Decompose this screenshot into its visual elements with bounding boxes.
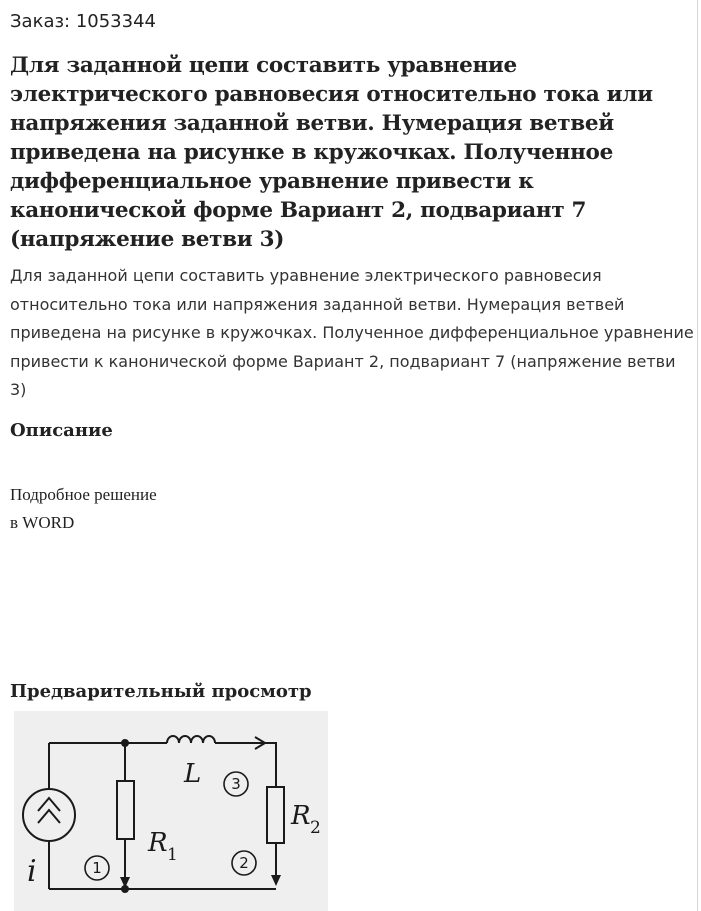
label-l: L [184, 759, 202, 789]
order-number: Заказ: 1053344 [10, 11, 156, 32]
solution-details [10, 481, 157, 537]
preview-image[interactable] [14, 711, 328, 911]
arrow-r2-current [271, 875, 281, 886]
label-i: i [27, 854, 37, 889]
arrow-r1-current [120, 877, 130, 888]
circuit-diagram [14, 711, 328, 911]
solution-details-line: Подробное решение [10, 485, 157, 504]
label-r1-subscript: 1 [167, 845, 178, 865]
node-dot-top [121, 739, 129, 747]
label-r2-subscript: 2 [310, 818, 321, 838]
branch-3-label: 3 [231, 775, 241, 793]
branch-2-label: 2 [239, 854, 249, 872]
description-heading: Описание [10, 420, 113, 441]
preview-heading: Предварительный просмотр [10, 681, 312, 702]
page-title: Для заданной цепи составить уравнение электрического равновесия относительно тока или напряжения заданной ветви. Нумерация ветвей приведена на рисунке в кружочках. Полученное дифференциальное уравнение привести к канонической форме Вариант 2, подвариант 7 (напряжение ветви 3) [10, 53, 653, 252]
branch-1-label: 1 [92, 859, 102, 877]
task-description: Для заданной цепи составить уравнение электрического равновесия относительно тока или напряжения заданной ветви. Нумерация ветвей приведена на рисунке в кружочках. Полученное дифференциальное уравнение привести к канонической форме Вариант 2, подвариант 7 (напряжение ветви 3) [10, 266, 694, 400]
solution-format-line: в WORD [10, 513, 75, 532]
content-border [697, 0, 698, 911]
label-r2: R [291, 801, 311, 831]
inductor-coil [167, 736, 215, 743]
label-r1: R [148, 828, 168, 858]
source-chevron-lower [38, 810, 60, 823]
resistor-r2 [267, 787, 284, 843]
resistor-r1 [117, 781, 134, 839]
